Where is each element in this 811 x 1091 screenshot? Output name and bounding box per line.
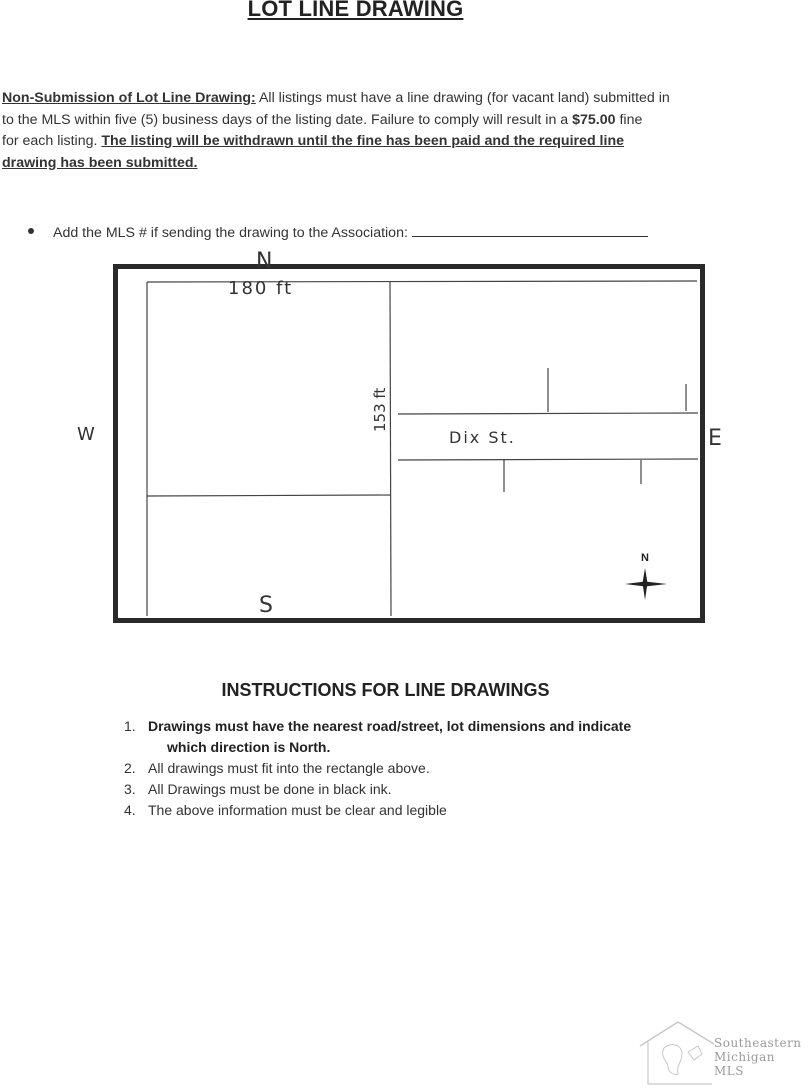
item-text: All drawings must fit into the rectangle above. <box>148 760 430 776</box>
mls-number-prompt <box>28 222 648 241</box>
withdraw-warning-2: drawing has been submitted. <box>2 154 198 171</box>
top-dimension-label: 180 ft <box>228 278 294 299</box>
bullet-icon <box>28 228 34 234</box>
mls-prompt-text: Add the MLS # if sending the drawing to the Association: <box>53 225 408 241</box>
list-item <box>124 716 684 737</box>
page-title: LOT LINE DRAWING <box>247 0 464 21</box>
item-number: 1. <box>124 718 136 734</box>
compass-icon <box>625 552 667 600</box>
fine-amount: $75.00 <box>572 111 616 128</box>
instructions-list <box>124 716 684 821</box>
list-item <box>124 758 684 779</box>
withdraw-warning-1: The listing will be withdrawn until the fine has been paid and the required line <box>101 133 624 149</box>
north-label: N <box>256 249 273 274</box>
item-number: 3. <box>124 781 136 797</box>
list-item <box>124 800 684 821</box>
list-item <box>124 779 684 800</box>
item-text: The above information must be clear and legible <box>148 802 447 818</box>
notice-line2: to the MLS within five (5) business days of the listing date. Failure to comply will result in a <box>2 111 573 128</box>
notice-paragraph <box>2 88 722 174</box>
notice-heading: Non-Submission of Lot Line Drawing: <box>2 90 256 106</box>
east-label: E <box>708 426 722 451</box>
lot-lines <box>147 281 698 616</box>
compass-north-label: N <box>641 552 649 564</box>
item-text-continued: which direction is North. <box>167 739 331 755</box>
logo-line-1: Southeastern <box>714 1036 802 1050</box>
side-dimension-label: 153 ft <box>371 387 389 432</box>
drawing-frame <box>116 267 703 621</box>
lot-drawing <box>0 240 811 640</box>
mls-number-field[interactable] <box>412 222 648 237</box>
notice-line2b: fine <box>615 111 643 128</box>
street-label: Dix St. <box>449 428 516 447</box>
notice-line1: All listings must have a line drawing (for vacant land) submitted in <box>255 90 670 106</box>
south-label: S <box>259 593 273 618</box>
west-label: W <box>77 424 95 445</box>
instructions-title: INSTRUCTIONS FOR LINE DRAWINGS <box>221 680 550 700</box>
item-number: 4. <box>124 802 136 818</box>
logo-line-3: MLS <box>714 1064 744 1078</box>
item-text: All Drawings must be done in black ink. <box>148 781 392 797</box>
notice-line3: for each listing. <box>2 133 98 149</box>
item-text: Drawings must have the nearest road/street, lot dimensions and indicate <box>148 718 632 734</box>
mls-logo-icon <box>636 1018 716 1088</box>
logo-line-2: Michigan <box>714 1050 775 1064</box>
item-number: 2. <box>124 760 136 776</box>
mls-logo-text <box>714 1036 802 1078</box>
